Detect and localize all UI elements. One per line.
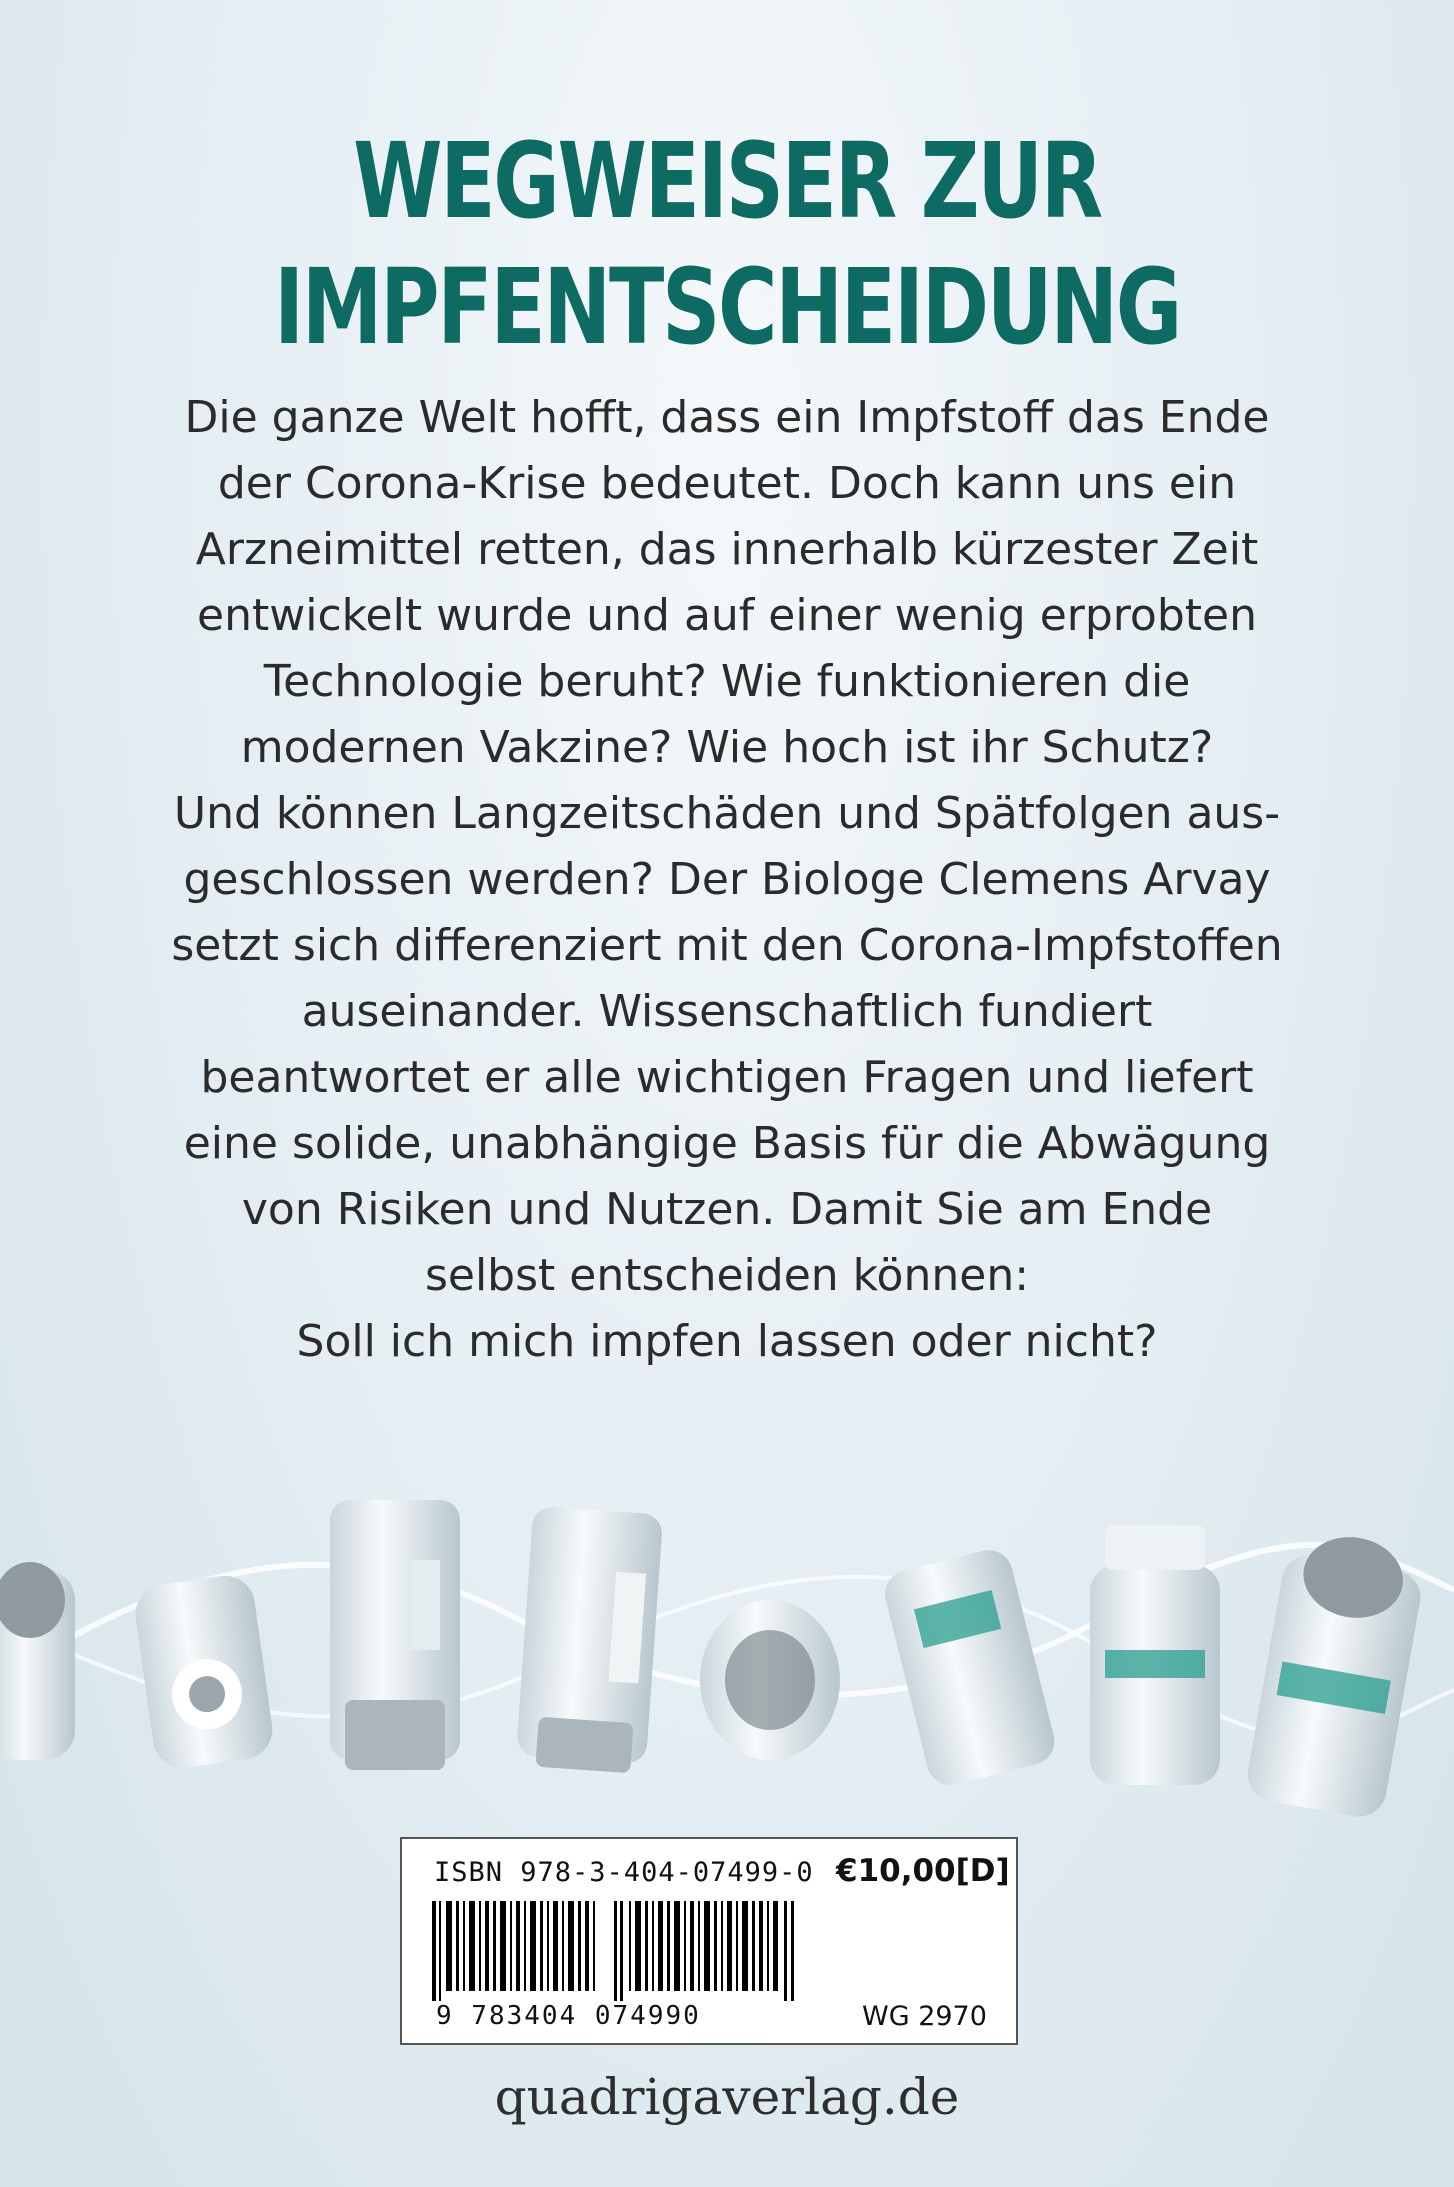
blurb-line: Soll ich mich impfen lassen oder nicht? (296, 1316, 1158, 1367)
blurb-line: modernen Vakzine? Wie hoch ist ihr Schutz? (240, 722, 1214, 773)
blurb-line: eine solide, unabhängige Basis für die Abwägung (183, 1118, 1271, 1169)
isbn-barcode-box (400, 1837, 1018, 2045)
vial-7 (1090, 1525, 1220, 1785)
price-label: €10,00[D] (836, 1853, 1010, 1889)
vial-1 (0, 1562, 75, 1760)
blurb-line: geschlossen werden? Der Biologe Clemens Arvay (183, 854, 1271, 905)
barcode-bars (432, 1901, 822, 2001)
blurb-line: der Corona-Krise bedeutet. Doch kann uns ein (217, 458, 1237, 509)
vial-2 (132, 1572, 277, 1772)
vaccine-vials-image (0, 1470, 1454, 1830)
blurb-line: beantwortet er alle wichtigen Fragen und liefert (200, 1052, 1254, 1103)
vial-8 (1243, 1526, 1429, 1821)
blurb-line: Technologie beruht? Wie funktionieren die (263, 656, 1191, 707)
headline-line-1: WEGWEISER ZUR (353, 120, 1101, 242)
isbn-label: ISBN 978-3-404-07499-0 (434, 1857, 814, 1888)
vial-5 (700, 1600, 840, 1760)
headline-line-2: IMPFENTSCHEIDUNG (273, 246, 1181, 368)
blurb-line: Arzneimittel retten, das innerhalb kürzester Zeit (195, 524, 1259, 575)
blurb-text (110, 385, 1344, 1375)
warengruppe-label: WG 2970 (862, 2001, 987, 2032)
blurb-line: setzt sich differenziert mit den Corona-Impfstoffen (171, 920, 1283, 971)
blurb-line: Die ganze Welt hofft, dass ein Impfstoff das Ende (184, 392, 1270, 443)
publisher-url: quadrigaverlag.de (494, 2068, 960, 2126)
cover-headline (160, 118, 1294, 370)
blurb-line: entwickelt wurde und auf einer wenig erprobten (197, 590, 1257, 641)
blurb-line: von Risiken und Nutzen. Damit Sie am Ende (241, 1184, 1213, 1235)
blurb-line: Und können Langzeitschäden und Spätfolgen aus- (173, 788, 1281, 839)
vial-3 (330, 1500, 460, 1770)
vial-4 (515, 1506, 663, 1774)
blurb-line: selbst entscheiden können: (424, 1250, 1030, 1301)
barcode-digits: 9 783404 074990 (436, 2001, 701, 2031)
vial-6 (880, 1545, 1059, 1790)
blurb-line: auseinander. Wissenschaftlich fundiert (301, 986, 1153, 1037)
